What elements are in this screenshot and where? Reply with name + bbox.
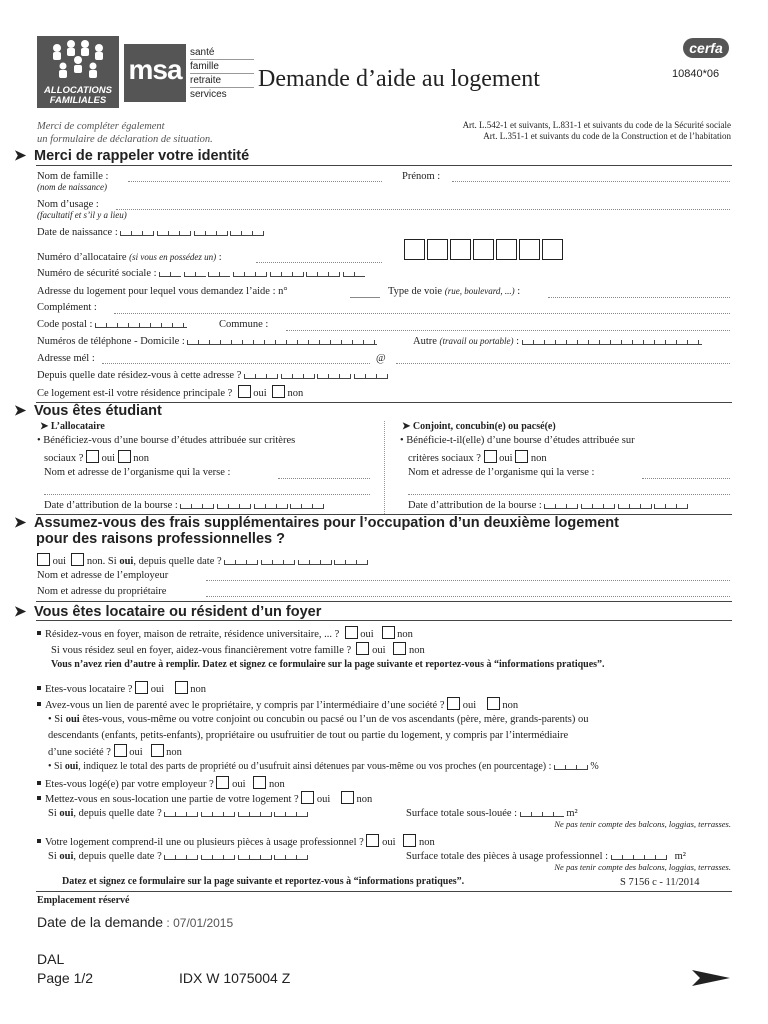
col-title-text: Conjoint, concubin(e) ou pacsé(e) — [412, 421, 556, 432]
divider — [36, 891, 732, 892]
col1-question: • Bénéficiez-vous d’une bourse d’études attribuée sur critères — [37, 435, 296, 446]
employeur-label: Nom et adresse de l’employeur — [37, 570, 169, 581]
balcons-note: Ne pas tenir compte des balcons, loggias, terrasses. — [554, 819, 731, 829]
depuis-text: , depuis quelle date ? — [133, 556, 222, 567]
q6-non-checkbox[interactable] — [403, 834, 416, 847]
q4-row — [37, 776, 285, 791]
cerfa-logo: cerfa — [683, 38, 729, 58]
date-demande-row — [37, 914, 233, 930]
divider — [36, 165, 732, 166]
complement-label: Complément : — [37, 302, 97, 313]
q3a-bullet: • Si — [48, 714, 66, 725]
oui-label: oui — [360, 629, 374, 640]
secu-field[interactable] — [184, 269, 206, 277]
q6-date-field[interactable] — [238, 852, 272, 860]
divider — [36, 601, 732, 602]
bullet-icon — [37, 839, 41, 843]
date-field[interactable] — [544, 501, 578, 509]
oui-label: oui — [499, 453, 513, 464]
q3-row — [37, 697, 518, 712]
naissance-field[interactable] — [157, 228, 191, 236]
deuxieme-date-field[interactable] — [224, 557, 258, 565]
adresse-numero-field[interactable] — [350, 296, 380, 298]
si-text: Si — [48, 851, 60, 862]
section-title-text-2: pour des raisons professionnelles ? — [36, 531, 285, 547]
usage-sub: (facultatif et s’il y a lieu) — [37, 210, 127, 220]
prenom-field[interactable] — [452, 180, 730, 182]
deuxieme-date-field[interactable] — [334, 557, 368, 565]
non-label: non — [356, 794, 373, 805]
caf-logo-text: ALLOCATIONS FAMILIALES — [44, 85, 112, 106]
non-label: non — [530, 453, 547, 464]
non-label: non — [190, 684, 207, 695]
secu-text: Numéro de sécurité sociale : — [37, 268, 157, 279]
msa-tagline — [190, 46, 254, 101]
depuis-field[interactable] — [244, 371, 278, 379]
q5-non-checkbox[interactable] — [341, 791, 354, 804]
bullet-icon — [37, 686, 41, 690]
msa-line: famille — [190, 60, 254, 74]
form-ref: S 7156 c - 11/2014 — [620, 877, 700, 888]
note-datez: Datez et signez ce formulaire sur la page suivante et reportez-vous à “informations pratiques”. — [62, 876, 465, 887]
q6-text: Votre logement comprend-il une ou plusieurs pièces à usage professionnel ? — [45, 837, 364, 848]
oui-label: oui — [129, 747, 143, 758]
q5-row — [37, 791, 372, 806]
date-demande-value: : 07/01/2015 — [163, 916, 234, 930]
section-etudiant-title — [14, 403, 732, 419]
employeur-field[interactable] — [206, 579, 730, 581]
col-title-text: L’allocataire — [50, 421, 105, 432]
date-field[interactable] — [618, 501, 652, 509]
secu-field[interactable] — [208, 269, 230, 277]
section-identity-title — [14, 148, 732, 164]
q3a3-text: d’une société ? — [48, 747, 111, 758]
balcons-note-2: Ne pas tenir compte des balcons, loggias, terrasses. — [554, 862, 731, 872]
proprietaire-field[interactable] — [206, 595, 730, 597]
percent-label: % — [590, 761, 599, 772]
principale-text: Ce logement est-il votre résidence principale ? — [37, 388, 233, 399]
col1-oui-checkbox[interactable] — [86, 450, 99, 463]
q-text: critères sociaux ? — [408, 453, 481, 464]
non-label: non — [397, 629, 413, 640]
section-title-text: Merci de rappeler votre identité — [34, 148, 250, 164]
depuis-field[interactable] — [354, 371, 388, 379]
non-label: non — [268, 779, 285, 790]
digit-box[interactable] — [542, 239, 563, 260]
oui-bold: oui — [64, 761, 79, 772]
msa-line: santé — [190, 46, 254, 60]
q6-depuis — [48, 850, 308, 863]
cp-label — [37, 318, 187, 331]
q1b-oui-checkbox[interactable] — [356, 642, 369, 655]
naissance-label — [37, 226, 264, 239]
intro-line: Merci de compléter également — [37, 121, 165, 132]
tel-label — [37, 335, 377, 348]
autre-label: Autre (travail ou portable) : — [413, 335, 702, 348]
bullet-icon — [37, 796, 41, 800]
col1-organisme-field[interactable] — [278, 477, 370, 479]
caf-figures-icon — [37, 36, 119, 86]
oui-bold: oui — [119, 556, 134, 567]
q5-oui-checkbox[interactable] — [301, 791, 314, 804]
oui-bold: oui — [59, 808, 74, 819]
q5-depuis — [48, 807, 308, 820]
voie-field[interactable] — [548, 296, 730, 298]
intro-text — [37, 120, 213, 146]
adresse-label: Adresse du logement pour lequel vous demandez l’aide : n° — [37, 286, 288, 297]
usage-field[interactable] — [116, 208, 730, 210]
section-title-text: Assumez-vous des frais supplémentaires pour l’occupation d’un deuxième logement — [34, 515, 619, 531]
digit-box[interactable] — [427, 239, 448, 260]
deuxieme-oui-checkbox[interactable] — [37, 553, 50, 566]
bullet-icon — [37, 781, 41, 785]
q4-oui-checkbox[interactable] — [216, 776, 229, 789]
nom-sub: (nom de naissance) — [37, 182, 107, 192]
section-title-text: Vous êtes étudiant — [34, 403, 162, 419]
allocataire-boxes[interactable] — [404, 239, 565, 265]
depuis-text: , depuis quelle date ? — [73, 851, 162, 862]
next-page-arrow-icon — [692, 968, 732, 988]
col1-organisme: Nom et adresse de l’organisme qui la verse : — [44, 467, 231, 478]
emplacement-reserve: Emplacement réservé — [37, 895, 130, 906]
digit-box[interactable] — [450, 239, 471, 260]
surface-sl-field[interactable] — [520, 809, 564, 817]
m2-label: m² — [674, 851, 686, 862]
idx-code: IDX W 1075004 Z — [179, 970, 291, 986]
allocataire-col-title: ➤ L’allocataire — [40, 421, 105, 432]
depuis-field[interactable] — [317, 371, 351, 379]
mel-domain-field[interactable] — [396, 362, 730, 364]
commune-label: Commune : — [219, 319, 269, 330]
cp-text: Code postal : — [37, 319, 93, 330]
autre-field[interactable] — [522, 337, 702, 345]
autre-sub: (travail ou portable) — [439, 336, 514, 346]
naissance-field[interactable] — [230, 228, 264, 236]
bullet-icon — [37, 631, 41, 635]
q3a-line3 — [48, 744, 182, 759]
conjoint-col-title: ➤ Conjoint, concubin(e) ou pacsé(e) — [402, 421, 556, 432]
nom-field[interactable] — [128, 180, 382, 182]
depuis-field[interactable] — [281, 371, 315, 379]
q5-text: Mettez-vous en sous-location une partie de votre logement ? — [45, 794, 299, 805]
surface-text: Surface totale des pièces à usage professionnel : — [406, 851, 609, 862]
article-line: Art. L.351-1 et suivants du code de la Construction et de l’habitation — [483, 131, 731, 141]
col1-non-checkbox[interactable] — [118, 450, 131, 463]
surface-sl-row — [406, 807, 578, 820]
date-text: Date d’attribution de la bourse : — [408, 500, 542, 511]
naissance-field[interactable] — [194, 228, 228, 236]
col2-organisme-field-2[interactable] — [408, 493, 730, 495]
q3a-text: êtes-vous, vous-même ou votre conjoint ou concubin ou pacsé ou l’un de vos ascendants (père, mère, grands-parents) ou — [79, 714, 589, 725]
arrow-icon: ➤ — [14, 403, 27, 419]
q4-text: Etes-vous logé(e) par votre employeur ? — [45, 779, 214, 790]
principale-row — [37, 385, 303, 400]
col1-organisme-field-2[interactable] — [44, 493, 370, 495]
principale-non-checkbox[interactable] — [272, 385, 285, 398]
dal-label: DAL — [37, 951, 65, 967]
complement-field[interactable] — [114, 312, 730, 314]
commune-field[interactable] — [286, 329, 730, 331]
date-field[interactable] — [654, 501, 688, 509]
depuis-text: Depuis quelle date résidez-vous à cette adresse ? — [37, 370, 242, 381]
q3a-non-checkbox[interactable] — [151, 744, 164, 757]
deuxieme-date-field[interactable] — [298, 557, 332, 565]
articles — [463, 120, 731, 142]
q6-date-field[interactable] — [164, 852, 198, 860]
section-locataire-title — [14, 604, 732, 620]
non-label: non — [166, 747, 182, 758]
arrow-icon: ➤ — [14, 515, 27, 531]
oui-bold: oui — [59, 851, 74, 862]
form-number: 10840*06 — [672, 68, 720, 80]
bullet-icon — [37, 702, 41, 706]
col2-organisme: Nom et adresse de l’organisme qui la verse : — [408, 467, 595, 478]
deuxieme-non-checkbox[interactable] — [71, 553, 84, 566]
oui-label: oui — [372, 645, 386, 656]
msa-line: services — [190, 89, 227, 100]
allocataire-dots — [256, 261, 382, 263]
depuis-label — [37, 369, 388, 382]
q1-non-checkbox[interactable] — [382, 626, 395, 639]
date-field[interactable] — [180, 501, 214, 509]
col2-question-2 — [408, 450, 547, 465]
col2-date-bourse — [408, 499, 688, 512]
voie-label: Type de voie (rue, boulevard, ...) : — [388, 286, 521, 297]
q1b-non-checkbox[interactable] — [393, 642, 406, 655]
non-label: non. Si — [86, 556, 120, 567]
depuis-text: , depuis quelle date ? — [73, 808, 162, 819]
voie-text: Type de voie — [388, 286, 443, 297]
mel-label: Adresse mél : — [37, 353, 95, 364]
secu-field[interactable] — [343, 269, 365, 277]
q6-date-field[interactable] — [274, 852, 308, 860]
usage-label: Nom d’usage : — [37, 199, 99, 210]
oui-label: oui — [382, 837, 396, 848]
naissance-text: Date de naissance : — [37, 227, 118, 238]
oui-label: oui — [316, 794, 331, 805]
q6-oui-checkbox[interactable] — [366, 834, 379, 847]
digit-box[interactable] — [473, 239, 494, 260]
allocataire-text: Numéro d’allocataire — [37, 252, 127, 263]
col2-oui-checkbox[interactable] — [484, 450, 497, 463]
q1-row — [37, 626, 413, 641]
autre-text: Autre — [413, 336, 437, 347]
page-number: Page 1/2 — [37, 970, 94, 986]
q3a-line1 — [48, 713, 589, 726]
digit-box[interactable] — [496, 239, 517, 260]
secu-field[interactable] — [270, 269, 304, 277]
msa-logo-text: msa — [128, 54, 182, 85]
prenom-label: Prénom : — [402, 171, 441, 182]
voie-sub: (rue, boulevard, ...) — [444, 286, 515, 296]
q1-text: Résidez-vous en foyer, maison de retraite, résidence universitaire, ... ? — [45, 629, 340, 640]
oui-bold: oui — [65, 714, 80, 725]
non-label: non — [408, 645, 425, 656]
arrow-icon: ➤ — [14, 148, 27, 164]
tel-text: Numéros de téléphone - Domicile : — [37, 336, 185, 347]
q1b-text: Si vous résidez seul en foyer, aidez-vous financièrement votre famille ? — [51, 645, 352, 656]
date-field[interactable] — [254, 501, 288, 509]
date-demande-label: Date de la demande — [37, 914, 164, 930]
q1-oui-checkbox[interactable] — [345, 626, 358, 639]
q4-non-checkbox[interactable] — [253, 776, 266, 789]
etudiant-column-divider — [384, 421, 385, 514]
q3b-row — [48, 760, 599, 773]
q5-date-field[interactable] — [164, 809, 198, 817]
allocataire-label: Numéro d’allocataire (si vous en possédez un) : — [37, 252, 222, 263]
surface-pro-field[interactable] — [611, 852, 667, 860]
mel-field[interactable] — [102, 362, 370, 364]
proprietaire-label: Nom et adresse du propriétaire — [37, 586, 167, 597]
non-label: non — [133, 453, 150, 464]
q3-oui-checkbox[interactable] — [447, 697, 460, 710]
deuxieme-answer — [37, 553, 368, 568]
oui-label: oui — [462, 700, 477, 711]
digit-box[interactable] — [404, 239, 425, 260]
section-title-text: Vous êtes locataire ou résident d’un foyer — [34, 604, 322, 620]
q2-oui-checkbox[interactable] — [135, 681, 148, 694]
col2-non-checkbox[interactable] — [515, 450, 528, 463]
date-field[interactable] — [290, 501, 324, 509]
oui-label: oui — [101, 453, 116, 464]
digit-box[interactable] — [519, 239, 540, 260]
col2-organisme-field[interactable] — [642, 477, 730, 479]
q6-date-field[interactable] — [201, 852, 235, 860]
note-rien-remplir: Vous n’avez rien d’autre à remplir. Datez et signez ce formulaire sur la page suivante et reportez-vous à “informations pratiques”. — [51, 659, 605, 670]
msa-logo — [124, 44, 186, 102]
col1-question-2 — [44, 450, 149, 465]
q5-date-field[interactable] — [274, 809, 308, 817]
at-sign: @ — [376, 353, 386, 364]
col1-date-bourse — [44, 499, 324, 512]
non-label: non — [287, 388, 304, 399]
secu-field[interactable] — [233, 269, 267, 277]
m2-label: m² — [566, 808, 578, 819]
oui-label: oui — [52, 556, 67, 567]
q6-row — [37, 834, 435, 849]
principale-oui-checkbox[interactable] — [238, 385, 251, 398]
date-field[interactable] — [217, 501, 251, 509]
q3-non-checkbox[interactable] — [487, 697, 500, 710]
q5-date-field[interactable] — [238, 809, 272, 817]
non-label: non — [418, 837, 435, 848]
q2-row — [37, 681, 206, 696]
tel-field[interactable] — [187, 337, 377, 345]
naissance-field[interactable] — [120, 228, 154, 236]
q3b-text: , indiquez le total des parts de propriété ou d’usufruit ainsi détenues par vous-même ou vos proches (en pourcentage) : — [78, 761, 552, 772]
cp-field[interactable] — [95, 320, 187, 328]
oui-label: oui — [232, 779, 246, 790]
date-field[interactable] — [581, 501, 615, 509]
arrow-icon: ➤ — [14, 604, 27, 620]
caf-logo — [37, 36, 119, 108]
oui-label: oui — [253, 388, 267, 399]
secu-label — [37, 267, 365, 280]
q1b-row — [51, 642, 425, 657]
si-text: Si — [48, 808, 60, 819]
allocataire-sub: (si vous en possédez un) — [129, 252, 217, 262]
deuxieme-date-field[interactable] — [261, 557, 295, 565]
percent-field[interactable] — [554, 762, 588, 770]
q-text: sociaux ? — [44, 453, 84, 464]
col2-question: • Bénéficie-t-il(elle) d’une bourse d’études attribuée sur — [400, 435, 635, 446]
q3a-line2: descendants (enfants, petits-enfants), propriétaire ou usufruitier de tout ou partie du logement, y compris par l’intermédiaire — [48, 730, 569, 741]
intro-line: un formulaire de déclaration de situation. — [37, 134, 213, 145]
msa-line: retraite — [190, 74, 254, 88]
divider — [36, 620, 732, 621]
secu-field[interactable] — [306, 269, 340, 277]
article-line: Art. L.542-1 et suivants, L.831-1 et suivants du code de la Sécurité sociale — [462, 120, 731, 130]
q2-non-checkbox[interactable] — [175, 681, 188, 694]
oui-label: oui — [150, 684, 165, 695]
page-title: Demande d’aide au logement — [258, 66, 540, 92]
q5-date-field[interactable] — [201, 809, 235, 817]
q3a-oui-checkbox[interactable] — [114, 744, 127, 757]
q3b-bullet: • Si — [48, 761, 65, 772]
date-text: Date d’attribution de la bourse : — [44, 500, 178, 511]
q3-text: Avez-vous un lien de parenté avec le propriétaire, y compris par l’intermédiaire d’une société ? — [45, 700, 445, 711]
q2-text: Etes-vous locataire ? — [45, 684, 133, 695]
secu-field[interactable] — [159, 269, 181, 277]
section-deuxieme-title — [14, 515, 732, 547]
surface-text: Surface totale sous-louée : — [406, 808, 518, 819]
non-label: non — [502, 700, 519, 711]
nom-label: Nom de famille : — [37, 171, 109, 182]
